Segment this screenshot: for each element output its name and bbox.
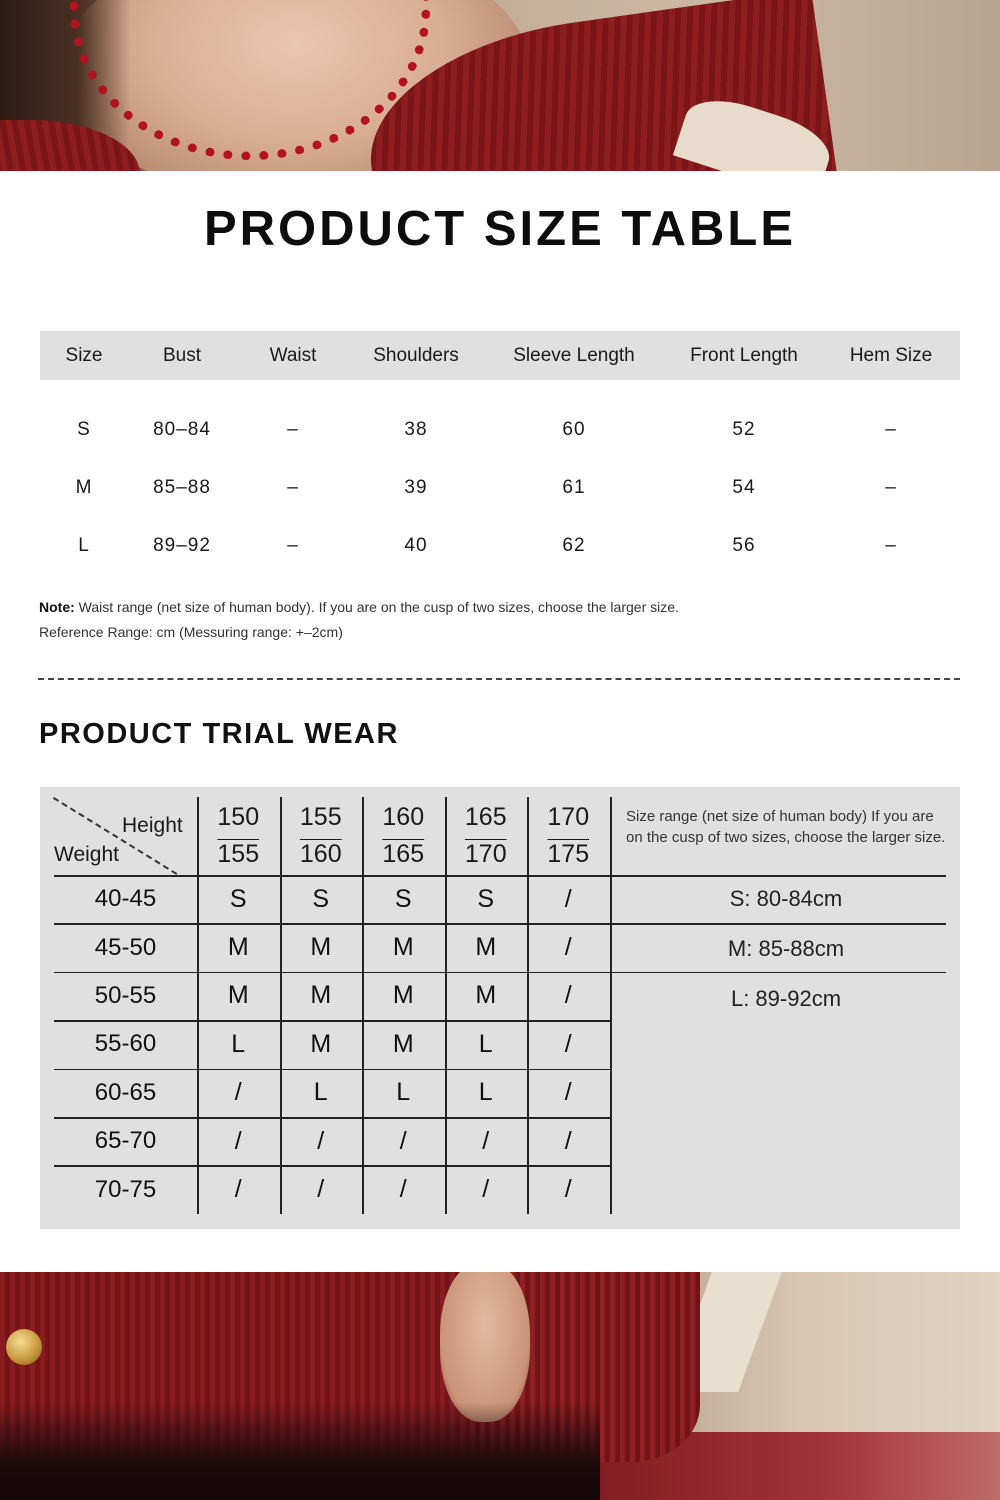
height-range-bottom: 175 xyxy=(547,840,590,868)
size-cell: / xyxy=(564,884,572,913)
table-row xyxy=(40,401,960,459)
height-range-top: 170 xyxy=(547,803,590,831)
size-cell: S xyxy=(477,884,495,913)
height-range-bottom: 155 xyxy=(217,840,260,868)
header-sleeve-length: Sleeve Length xyxy=(513,344,635,366)
grid-line xyxy=(54,972,946,974)
cell-hem-size: – xyxy=(885,477,897,498)
trial-wear-chart xyxy=(40,787,960,1229)
size-cell: L xyxy=(313,1078,328,1107)
weight-label-cell: 50-55 xyxy=(94,981,157,1009)
cell-size: M xyxy=(75,477,93,498)
height-label: Height xyxy=(122,814,183,837)
grid-line xyxy=(54,923,946,925)
size-cell: L xyxy=(478,1029,493,1058)
size-cell: / xyxy=(234,1175,242,1204)
size-cell: / xyxy=(564,1029,572,1058)
weight-label-cell: 45-50 xyxy=(94,933,157,961)
weight-label-cell: 70-75 xyxy=(94,1175,157,1203)
height-range-top: 160 xyxy=(382,803,425,831)
size-cell: L xyxy=(231,1029,246,1058)
header-shoulders: Shoulders xyxy=(373,344,459,366)
range-l: L: 89-92cm xyxy=(730,986,842,1011)
reference-range: Reference Range: cm (Messuring range: +–2cm) xyxy=(39,624,343,640)
height-header xyxy=(527,797,610,875)
height-range-bottom: 160 xyxy=(299,840,342,868)
weight-label-cell: 60-65 xyxy=(94,1078,157,1106)
table-row xyxy=(40,517,960,575)
height-header xyxy=(280,797,363,875)
size-cell: M xyxy=(475,981,497,1010)
cell-bust: 85–88 xyxy=(153,477,211,498)
gold-button-detail xyxy=(6,1329,42,1365)
grid-line xyxy=(54,1117,610,1119)
cell-shoulders: 40 xyxy=(404,535,428,556)
size-cell: M xyxy=(227,981,249,1010)
size-cell: / xyxy=(399,1175,407,1204)
header-bust: Bust xyxy=(162,344,202,366)
grid-line xyxy=(54,1069,610,1071)
size-table-title: PRODUCT SIZE TABLE xyxy=(203,202,797,256)
grid-line xyxy=(54,875,946,877)
cell-shoulders: 39 xyxy=(404,477,428,498)
cell-waist: – xyxy=(287,535,299,556)
size-cell: M xyxy=(227,933,249,962)
size-table-header xyxy=(40,331,960,380)
size-cell: M xyxy=(392,981,414,1010)
size-cell: / xyxy=(564,933,572,962)
header-waist: Waist xyxy=(269,344,317,366)
height-header xyxy=(445,797,528,875)
height-header xyxy=(362,797,445,875)
size-cell: L xyxy=(396,1078,411,1107)
grid-line xyxy=(445,797,447,1214)
weight-label: Weight xyxy=(54,843,119,866)
note-text: Waist range (net size of human body). If you are on the cusp of two sizes, choose the larger size. xyxy=(74,599,679,615)
height-header xyxy=(197,797,280,875)
size-cell: M xyxy=(310,1029,332,1058)
size-cell: / xyxy=(399,1126,407,1155)
cell-shoulders: 38 xyxy=(404,419,428,440)
size-cell: M xyxy=(310,981,332,1010)
size-cell: M xyxy=(392,933,414,962)
height-range-top: 165 xyxy=(464,803,507,831)
size-cell: / xyxy=(317,1175,325,1204)
table-row xyxy=(40,459,960,517)
size-note xyxy=(39,595,679,645)
cell-size: L xyxy=(78,535,90,556)
grid-line xyxy=(362,797,364,1214)
height-range-top: 155 xyxy=(299,803,342,831)
header-front-length: Front Length xyxy=(690,344,798,366)
size-cell: / xyxy=(564,1175,572,1204)
cell-size: S xyxy=(77,419,91,440)
size-cell: / xyxy=(234,1126,242,1155)
grid-line xyxy=(527,797,529,1214)
height-range-bottom: 170 xyxy=(464,840,507,868)
height-range-bottom: 165 xyxy=(382,840,425,868)
size-cell: S xyxy=(312,884,330,913)
product-photo-top xyxy=(0,0,1000,171)
size-cell: M xyxy=(392,1029,414,1058)
size-cell: L xyxy=(478,1078,493,1107)
size-cell: M xyxy=(310,933,332,962)
header-hem-size: Hem Size xyxy=(849,344,933,366)
product-photo-bottom xyxy=(0,1272,1000,1500)
grid-line xyxy=(54,1165,610,1167)
size-cell: / xyxy=(564,981,572,1010)
size-cell: / xyxy=(564,1078,572,1107)
dashed-divider xyxy=(38,678,960,680)
size-table xyxy=(40,331,960,575)
grid-line xyxy=(54,1020,610,1022)
grid-line xyxy=(197,797,199,1214)
cell-front-length: 56 xyxy=(732,535,756,556)
size-cell: / xyxy=(482,1175,490,1204)
size-cell: S xyxy=(394,884,412,913)
cell-hem-size: – xyxy=(885,419,897,440)
size-cell: / xyxy=(234,1078,242,1107)
cell-bust: 89–92 xyxy=(153,535,211,556)
note-label: Note: xyxy=(39,599,75,615)
size-cell: / xyxy=(482,1126,490,1155)
trial-wear-title: PRODUCT TRIAL WEAR xyxy=(39,718,399,750)
cell-front-length: 52 xyxy=(732,419,756,440)
range-m: M: 85-88cm xyxy=(727,936,845,961)
grid-line xyxy=(280,797,282,1214)
weight-label-cell: 65-70 xyxy=(94,1127,157,1155)
size-cell: / xyxy=(317,1126,325,1155)
size-range-note: Size range (net size of human body) If you are on the cusp of two sizes, choose the larger size. xyxy=(626,808,946,846)
size-cell: / xyxy=(564,1126,572,1155)
weight-label-cell: 40-45 xyxy=(94,885,157,913)
cell-waist: – xyxy=(287,419,299,440)
size-cell: M xyxy=(475,933,497,962)
range-s: S: 80-84cm xyxy=(729,886,843,911)
height-range-top: 150 xyxy=(217,803,260,831)
cell-sleeve-length: 62 xyxy=(562,535,586,556)
cell-bust: 80–84 xyxy=(153,419,211,440)
cell-waist: – xyxy=(287,477,299,498)
cell-hem-size: – xyxy=(885,535,897,556)
header-size: Size xyxy=(65,344,103,366)
size-cell: S xyxy=(229,884,247,913)
weight-label-cell: 55-60 xyxy=(94,1030,157,1058)
cell-front-length: 54 xyxy=(732,477,756,498)
cell-sleeve-length: 60 xyxy=(562,419,586,440)
cell-sleeve-length: 61 xyxy=(562,477,586,498)
